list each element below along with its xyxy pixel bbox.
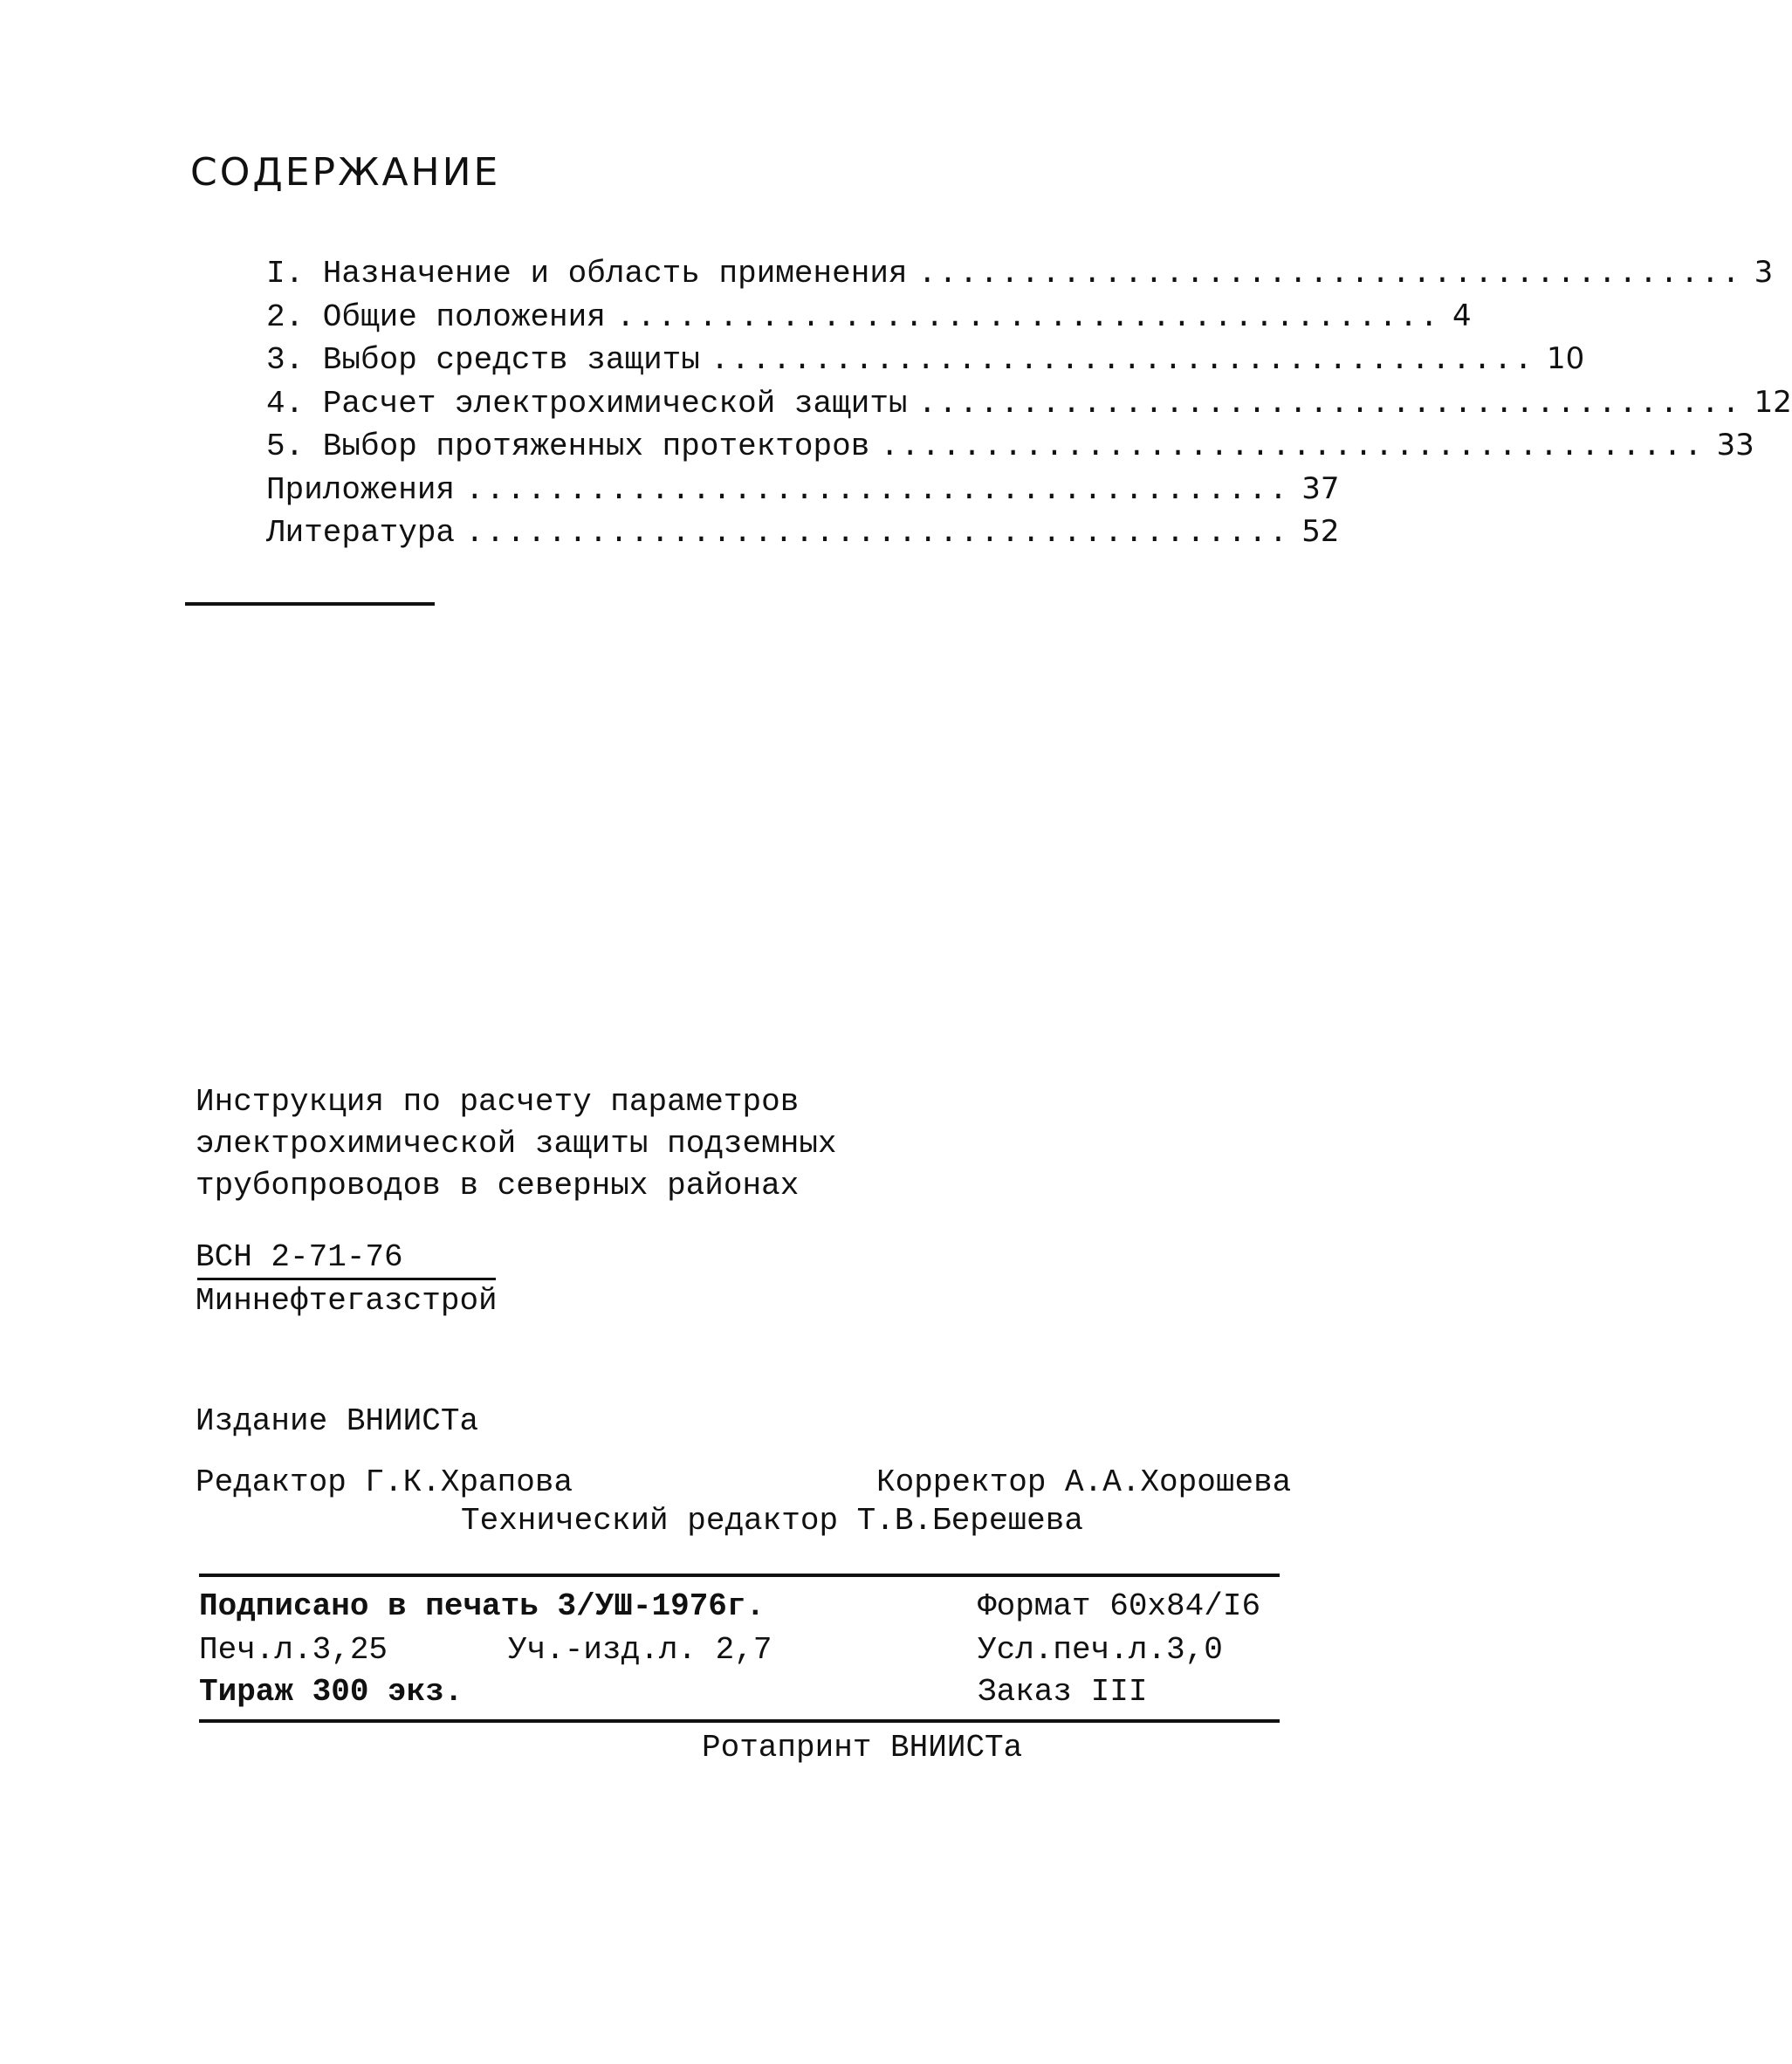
toc-entry[interactable] [266, 255, 1774, 298]
page-title: СОДЕРЖАНИЕ [190, 150, 501, 195]
toc-entry-page: 10 [1547, 341, 1585, 376]
document-title-line: трубопроводов в северных районах [196, 1168, 800, 1203]
toc-entry-title: Литература [266, 515, 456, 551]
toc-entry-title: 2. Общие положения [266, 298, 606, 335]
toc-entry[interactable] [266, 428, 1754, 471]
toc-entry-title: 5. Выбор протяженных протекторов [266, 429, 870, 464]
section-divider [185, 602, 435, 606]
toc-entry[interactable] [266, 341, 1585, 385]
toc-entry-page: 12 [1754, 384, 1792, 420]
imprint-bottom-rule [199, 1719, 1280, 1723]
toc-leader-dots: ........................................ [465, 471, 1290, 508]
toc-entry-title: Приложения [266, 471, 456, 508]
conventional-sheets: Усл.печ.л.3,0 [978, 1632, 1223, 1668]
toc-entry-title: I. Назначение и область применения [266, 256, 908, 291]
toc-entry-page: 52 [1301, 514, 1340, 549]
toc-entry-page: 4 [1452, 298, 1472, 333]
toc-entry-page: 3 [1754, 255, 1774, 290]
toc-leader-dots: ........................................ [465, 515, 1290, 551]
toc-entry[interactable] [266, 384, 1792, 429]
table-of-contents [266, 255, 1792, 558]
toc-entry-title: 3. Выбор средств защиты [266, 342, 700, 378]
toc-leader-dots: ........................................ [710, 342, 1535, 378]
document-code: ВСН 2-71-76 [196, 1239, 403, 1275]
document-title-line: электрохимической защиты подземных [196, 1126, 837, 1162]
order-number: Заказ III [978, 1674, 1148, 1710]
ministry-name: Миннефтегазстрой [196, 1283, 498, 1319]
code-underline [197, 1278, 496, 1280]
toc-leader-dots: ........................................ [917, 385, 1742, 422]
signed-to-print: Подписано в печать 3/УШ-1976г. [199, 1588, 766, 1624]
toc-entry[interactable] [266, 514, 1340, 558]
toc-entry[interactable] [266, 470, 1340, 515]
imprint-top-rule [199, 1574, 1280, 1577]
print-run: Тираж 300 экз. [199, 1674, 463, 1710]
editor-credit: Редактор Г.К.Храпова [196, 1464, 573, 1500]
printer-name: Ротапринт ВНИИСТа [702, 1730, 1023, 1766]
printed-sheets: Печ.л.3,25 [199, 1632, 388, 1668]
corrector-credit: Корректор А.А.Хорошева [876, 1464, 1292, 1500]
paper-format: Формат 60х84/I6 [978, 1588, 1261, 1624]
toc-entry-title: 4. Расчет электрохимической защиты [266, 385, 908, 422]
edition-label: Издание ВНИИСТа [196, 1403, 479, 1439]
tech-editor-credit: Технический редактор Т.В.Берешева [461, 1503, 1083, 1539]
toc-entry[interactable] [266, 298, 1472, 342]
publishing-sheets: Уч.-изд.л. 2,7 [508, 1632, 772, 1668]
toc-leader-dots: ........................................ [615, 298, 1441, 335]
document-title-line: Инструкция по расчету параметров [196, 1084, 800, 1120]
toc-entry-page: 37 [1301, 470, 1340, 506]
toc-leader-dots: ........................................ [917, 256, 1742, 291]
toc-entry-page: 33 [1716, 428, 1754, 463]
toc-leader-dots: ........................................ [880, 429, 1705, 464]
